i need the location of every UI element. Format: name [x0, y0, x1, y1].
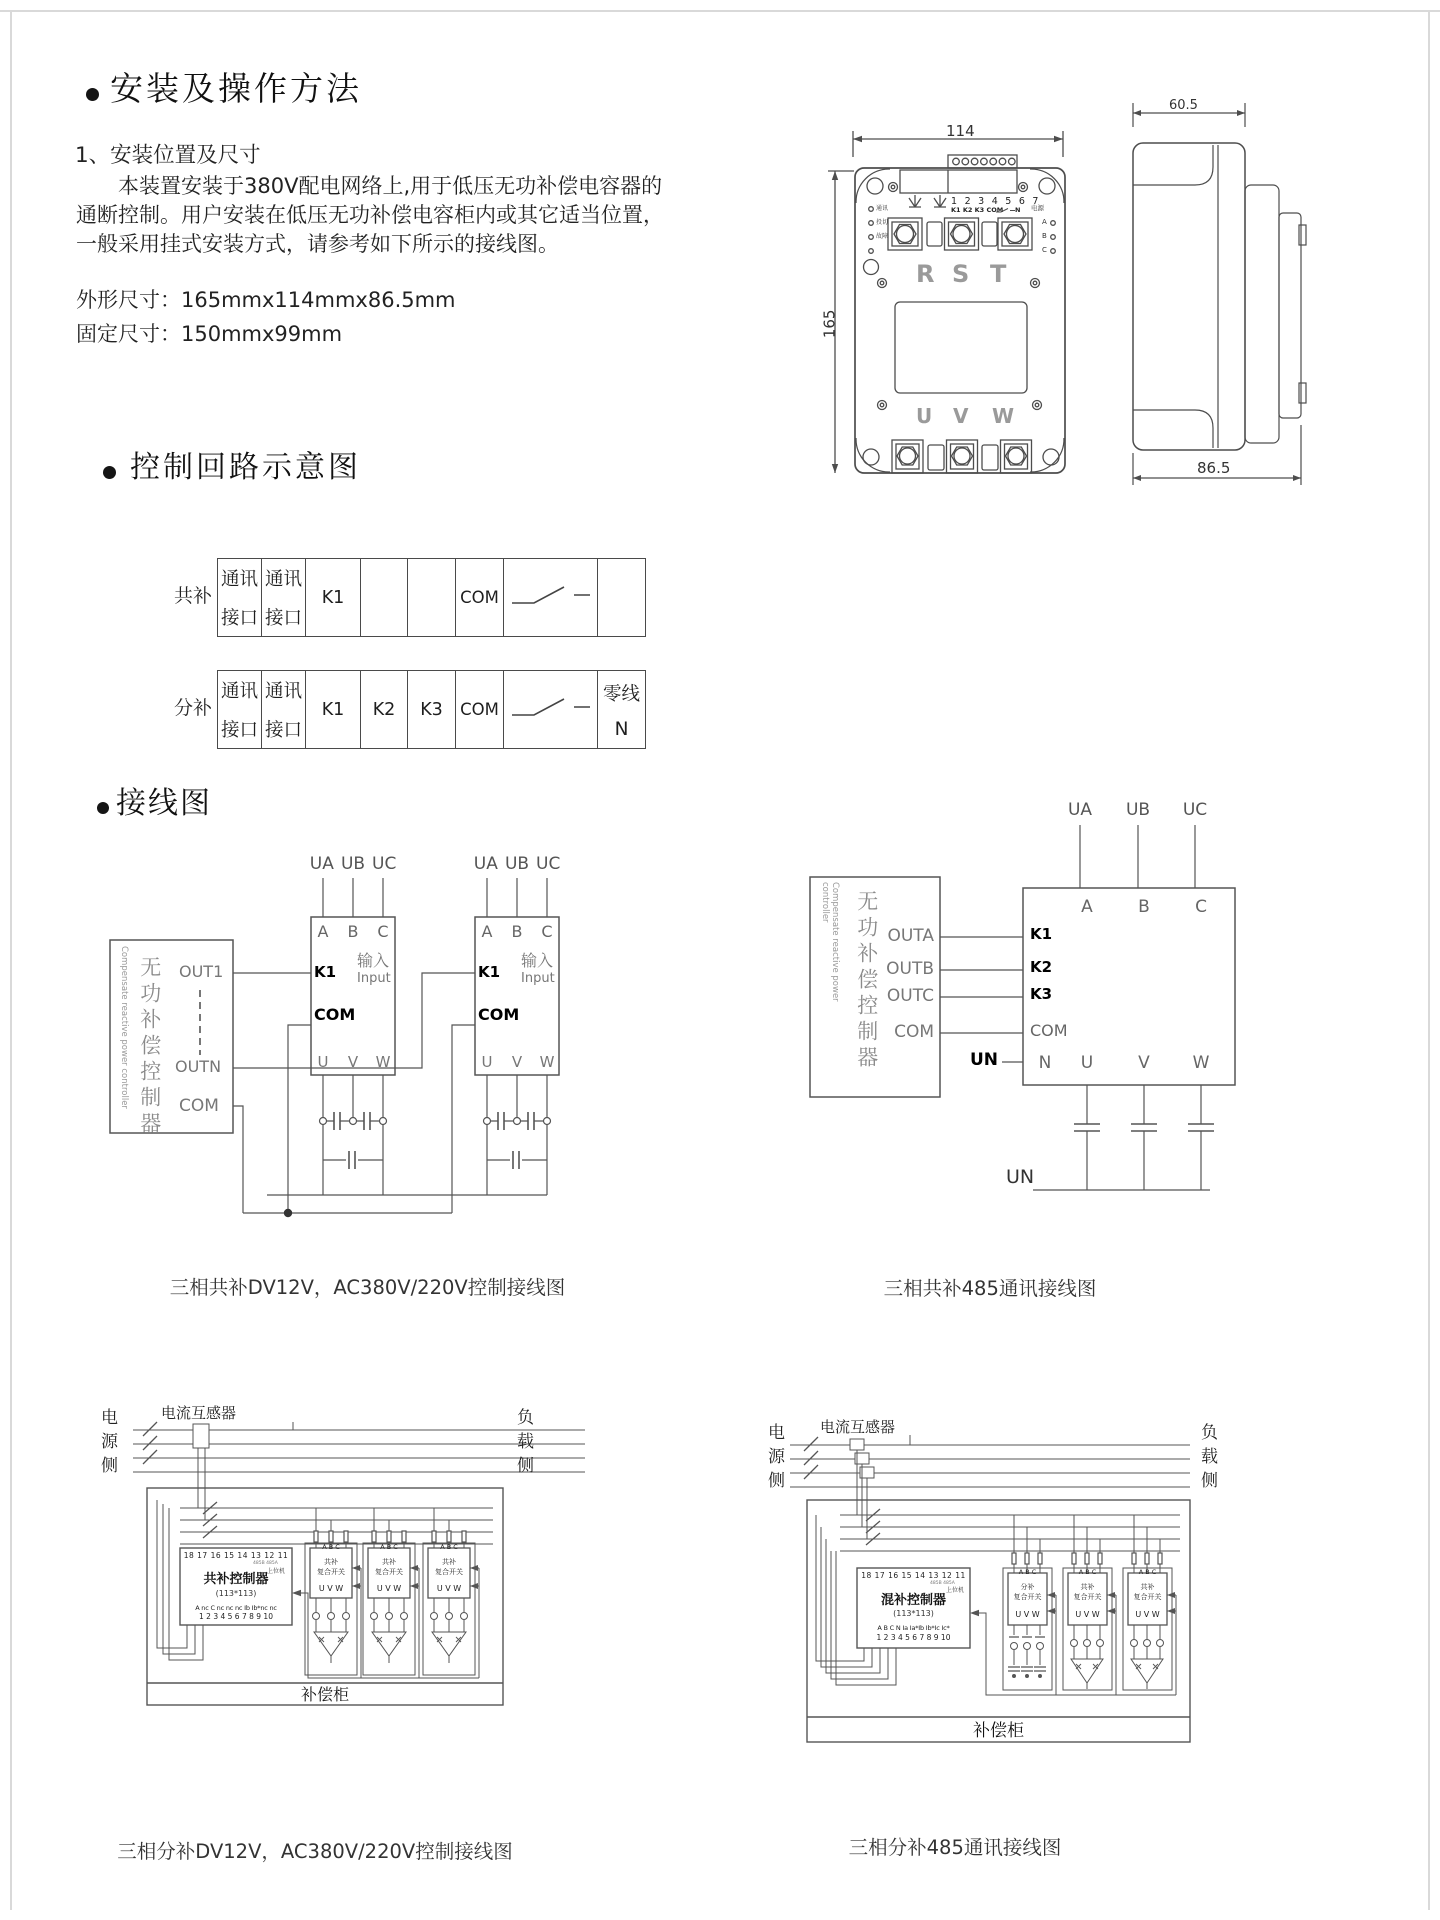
w1-m2-input-cn: 输入: [521, 951, 554, 970]
w1-uc-label-1: UC: [372, 854, 397, 874]
strip2-c2-top: 通讯: [264, 681, 302, 702]
w1-m1-b: B: [347, 922, 359, 941]
section3-title: 接线图: [116, 786, 212, 821]
front-phase-c-label: C: [1042, 246, 1047, 254]
cab2-485-labels: 485B 485A: [930, 1581, 955, 1586]
section1-bullet: [86, 88, 99, 101]
strip1-cell-com: COM: [456, 559, 504, 636]
cab1-sw2-name: 复合开关: [375, 1568, 403, 1576]
w2-m-w: W: [1192, 1053, 1210, 1073]
strip2-cell-comm2: [262, 671, 306, 748]
section2-bullet: [103, 466, 116, 479]
w1-m1-a: A: [317, 922, 329, 941]
cab1-sw1-abc: A B C: [322, 1543, 340, 1551]
cab1-load-side-label: 负载侧: [513, 1408, 534, 1480]
strip2-c8-bottom: N: [614, 718, 629, 740]
strip2-cell-comm1: [218, 671, 262, 748]
outline-dimensions: 外形尺寸：165mmx114mmx86.5mm: [76, 288, 456, 312]
body-line-3: 一般采用挂式安装方式，请参考如下所示的接线图。: [76, 232, 559, 256]
w1-m2-k1: K1: [478, 963, 501, 981]
w2-uc-label: UC: [1182, 800, 1208, 820]
cab2-ctrl-bottom-row1: A B C N Ia Ia*Ib Ib*Ic Ic*: [877, 1624, 950, 1632]
strip2-c1-bottom: 接口: [220, 720, 258, 741]
w2-controller-cn-label: 无功补偿控制器: [854, 890, 879, 1072]
cab2-source-side-label: 电源侧: [764, 1423, 785, 1495]
cab2-sw2-type: 共补: [1080, 1583, 1095, 1591]
front-terminal-s: S: [952, 260, 970, 288]
cab1-sw1-uvw: U V W: [318, 1584, 344, 1593]
cab2-ct-label: 电流互感器: [820, 1418, 896, 1436]
strip1-c2-top: 通讯: [264, 569, 302, 590]
w2-m-n: N: [1038, 1053, 1052, 1073]
front-dim-height: 165: [820, 309, 839, 339]
front-led-comm-label: 通讯: [876, 205, 889, 212]
cab2-sw3-type: 共补: [1140, 1583, 1155, 1591]
w2-ua-label: UA: [1067, 800, 1093, 820]
strip1-cell-comm2: [262, 559, 306, 636]
front-dim-width: 114: [946, 122, 975, 140]
w2-un-label-2: UN: [1006, 1166, 1035, 1188]
side-view-linework: [1125, 85, 1375, 525]
w2-m-k1: K1: [1030, 925, 1053, 943]
strip1-cell-empty1: [361, 559, 408, 636]
cab2-sw1-abc: A B C: [1018, 1568, 1037, 1576]
cab1-sw1-type: 共补: [324, 1558, 338, 1566]
cab1-controller-name: 共补控制器: [203, 1572, 269, 1587]
w2-com-label: COM: [894, 1022, 934, 1042]
cab1-sw2-uvw: U V W: [376, 1584, 402, 1593]
cab2-cabinet-label: 补偿柜: [973, 1721, 1024, 1741]
cab1-host-label: 上位机: [267, 1568, 286, 1575]
front-led-fault-label: 故障: [876, 233, 889, 240]
cabinet-diagram-common: [95, 1400, 705, 1730]
cab2-ctrl-bottom-row2: 1 2 3 4 5 6 7 8 9 10: [876, 1633, 951, 1642]
fixing-dimensions: 固定尺寸：150mmx99mm: [76, 322, 343, 346]
w1-controller-cn-label: 无功补偿控制器: [137, 956, 162, 1138]
side-view-drawing: [1125, 85, 1375, 525]
front-terminal-u: U: [916, 404, 933, 428]
cab1-cabinet-label: 补偿柜: [300, 1685, 349, 1704]
strip2-c2-bottom: 接口: [264, 720, 302, 741]
cabinet-diagram-mixed-485: [760, 1415, 1380, 1760]
section2-title: 控制回路示意图: [130, 450, 361, 485]
w1-m2-c: C: [541, 922, 553, 941]
w1-outn-label: OUTN: [175, 1057, 222, 1076]
strip2-cell-k3: K3: [408, 671, 456, 748]
cab1-sw2-type: 共补: [382, 1558, 396, 1566]
w1-com-label: COM: [179, 1096, 219, 1116]
w2-controller-en-label: Compensate reactive power controller: [820, 882, 840, 1002]
cab2-sw1-uvw: U V W: [1015, 1610, 1040, 1619]
w1-ua-label-1: UA: [309, 854, 334, 874]
cab1-ct-label: 电流互感器: [161, 1404, 237, 1422]
front-terminal-t: T: [990, 260, 1007, 288]
front-led-switch-label: 投切: [876, 219, 889, 226]
w1-m1-input-en: Input: [357, 971, 391, 986]
section3-bullet: [97, 802, 109, 814]
front-terminal-r: R: [916, 260, 935, 288]
terminal-strip-split: [217, 670, 646, 749]
page-edge-left: [10, 10, 12, 1910]
strip2-cell-k2: K2: [361, 671, 408, 748]
cab1-controller-size: (113*113): [215, 1589, 257, 1598]
cab1-sw2-abc: A B C: [380, 1543, 398, 1551]
w2-outb-label: OUTB: [886, 959, 934, 979]
section1-subtitle: 1、安装位置及尺寸: [75, 143, 261, 168]
front-pin-labels: K1 K2 K3 COM: [951, 206, 1004, 214]
front-power-label: 电源: [1031, 204, 1044, 212]
strip2-row-label: 分补: [173, 697, 212, 719]
cab2-sw2-abc: A B C: [1078, 1568, 1097, 1576]
cab2-sw3-uvw: U V W: [1135, 1610, 1160, 1619]
w2-ub-label: UB: [1125, 800, 1151, 820]
strip2-cell-com: COM: [456, 671, 504, 748]
strip1-cell-comm1: [218, 559, 262, 636]
w2-m-v: V: [1138, 1053, 1150, 1073]
cab2-host-label: 上位机: [946, 1587, 965, 1594]
w1-m2-w: W: [539, 1053, 555, 1071]
wiring1-caption: 三相共补DV12V，AC380V/220V控制接线图: [169, 1276, 566, 1299]
front-phase-a-label: A: [1042, 218, 1047, 226]
cab2-load-side-label: 负载侧: [1197, 1423, 1218, 1495]
front-pin-numbers: 1 2 3 4 5 6 7: [951, 196, 1040, 207]
strip2-cell-k1: K1: [306, 671, 361, 748]
strip1-c2-bottom: 接口: [264, 608, 302, 629]
strip1-row-label: 共补: [173, 585, 212, 607]
body-line-1: 本装置安装于380V配电网络上,用于低压无功补偿电容器的: [118, 174, 663, 198]
front-pin-n-label: N: [1015, 206, 1021, 214]
w2-m-u: U: [1080, 1053, 1094, 1073]
w2-m-a: A: [1081, 897, 1093, 917]
cab1-sw3-type: 共补: [442, 1558, 456, 1566]
cab2-sw2-uvw: U V W: [1075, 1610, 1100, 1619]
w2-m-com: COM: [1030, 1021, 1068, 1040]
front-phase-b-label: B: [1042, 232, 1047, 240]
w1-m1-k1: K1: [314, 963, 337, 981]
page-edge-top: [0, 10, 1440, 12]
strip1-c1-top: 通讯: [220, 569, 258, 590]
cab1-485-labels: 485B 485A: [253, 1561, 278, 1566]
cab2-sw1-type: 分补: [1020, 1583, 1035, 1591]
cab2-controller-size: (113*113): [893, 1609, 934, 1618]
w2-m-b: B: [1138, 897, 1150, 917]
cab1-ctrl-bottom-row2: 1 2 3 4 5 6 7 8 9 10: [199, 1612, 273, 1621]
cab2-sw3-abc: A B C: [1138, 1568, 1157, 1576]
w1-m2-b: B: [511, 922, 523, 941]
cab2-sw2-name: 复合开关: [1073, 1593, 1102, 1601]
w2-m-c: C: [1195, 897, 1207, 917]
w1-ub-label-2: UB: [504, 854, 530, 874]
w2-outc-label: OUTC: [886, 986, 934, 1006]
w1-m1-w: W: [375, 1053, 391, 1071]
w1-m1-input-cn: 输入: [357, 951, 390, 970]
cab1-sw3-name: 复合开关: [435, 1568, 463, 1576]
w2-m-k2: K2: [1030, 958, 1053, 976]
w1-m1-u: U: [317, 1053, 329, 1071]
w1-uc-label-2: UC: [536, 854, 561, 874]
wiring-diagram-common-control: [95, 840, 640, 1310]
contact-symbol: [506, 673, 596, 747]
front-view-drawing: [820, 95, 1120, 515]
page-edge-right: [1428, 10, 1430, 1910]
w1-ub-label-1: UB: [340, 854, 366, 874]
body-line-2: 通断控制。用户安装在低压无功补偿电容柜内或其它适当位置，: [76, 203, 664, 227]
w1-m1-c: C: [377, 922, 389, 941]
w1-m1-v: V: [347, 1053, 359, 1071]
strip1-c1-bottom: 接口: [220, 608, 258, 629]
cab1-source-side-label: 电源侧: [97, 1408, 118, 1480]
cab1-sw3-abc: A B C: [440, 1543, 458, 1551]
terminal-strip-common: [217, 558, 646, 637]
cab2-sw3-name: 复合开关: [1133, 1593, 1162, 1601]
w1-m2-u: U: [481, 1053, 493, 1071]
cabinet1-caption: 三相分补DV12V，AC380V/220V控制接线图: [117, 1840, 513, 1863]
strip2-c8-top: 零线: [602, 683, 640, 705]
w2-un-label-1: UN: [970, 1050, 999, 1070]
w1-m1-com: COM: [314, 1005, 356, 1024]
front-view-linework: [820, 95, 1120, 515]
front-terminal-w: W: [992, 404, 1015, 428]
strip1-cell-k1: K1: [306, 559, 361, 636]
strip1-cell-empty2: [408, 559, 456, 636]
w1-m2-a: A: [481, 922, 493, 941]
strip2-c1-top: 通讯: [220, 681, 258, 702]
strip2-cell-contact: [504, 671, 598, 748]
w2-m-k3: K3: [1030, 985, 1053, 1003]
contact-symbol: [506, 561, 596, 635]
cab1-ctrl-top-terminals: 18 17 16 15 14 13 12 11: [183, 1551, 289, 1560]
side-dim-depth: 60.5: [1169, 98, 1198, 113]
w1-m2-v: V: [511, 1053, 523, 1071]
cab2-ctrl-top-terminals: 18 17 16 15 14 13 12 11: [861, 1571, 966, 1580]
section1-title: 安装及操作方法: [110, 69, 362, 108]
front-terminal-v: V: [953, 404, 969, 428]
strip2-cell-neutral: [598, 671, 645, 748]
cab2-sw1-name: 复合开关: [1013, 1593, 1042, 1601]
cab2-controller-name: 混补控制器: [880, 1593, 946, 1608]
cab1-sw1-name: 复合开关: [317, 1568, 345, 1576]
wiring2-caption: 三相共补485通讯接线图: [883, 1277, 1097, 1300]
strip1-cell-contact: [504, 559, 598, 636]
w1-controller-en-label: Compensate reactive power controller: [119, 946, 129, 1109]
w1-m2-input-en: Input: [521, 971, 555, 986]
cab1-sw3-uvw: U V W: [436, 1584, 462, 1593]
w1-out1-label: OUT1: [179, 962, 224, 981]
wiring-diagram-common-485: [790, 790, 1370, 1310]
w2-outa-label: OUTA: [887, 926, 934, 946]
strip1-cell-empty3: [598, 559, 645, 636]
w1-ua-label-2: UA: [473, 854, 498, 874]
cabinet2-caption: 三相分补485通讯接线图: [848, 1836, 1062, 1859]
cab1-ctrl-bottom-row1: A nc C nc nc nc Ib Ib*nc nc: [195, 1604, 277, 1612]
side-dim-total: 86.5: [1197, 459, 1231, 477]
w1-m2-com: COM: [478, 1005, 520, 1024]
